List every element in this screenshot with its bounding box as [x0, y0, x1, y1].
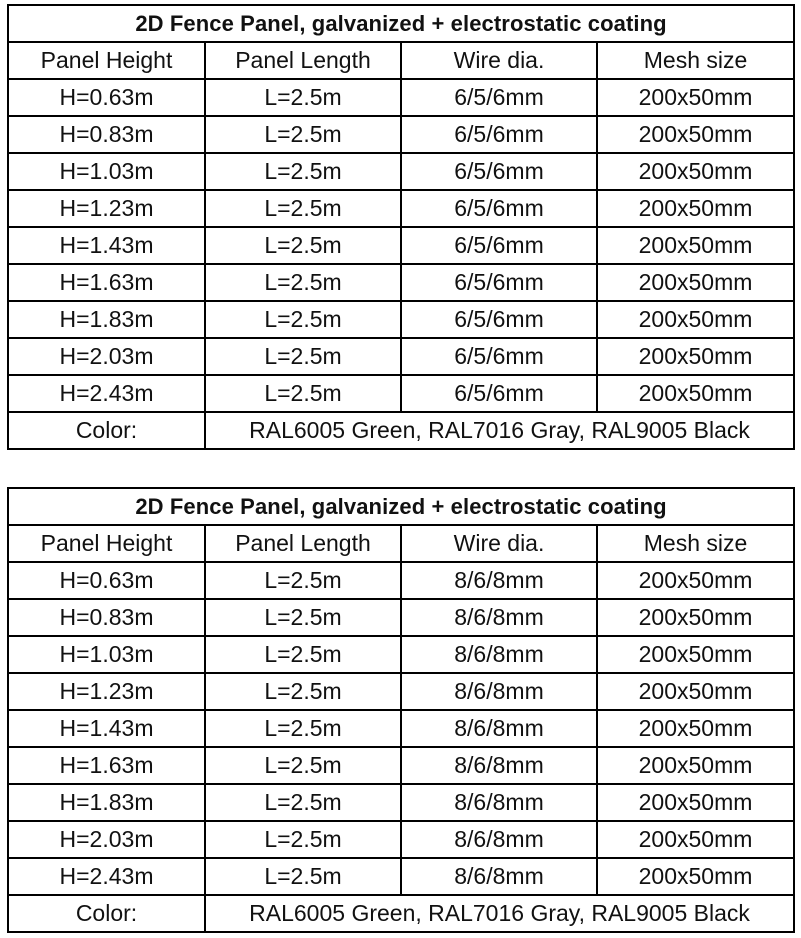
- panel-length-cell: L=2.5m: [205, 190, 401, 227]
- table-header-row: [8, 525, 794, 562]
- panel-height-cell: H=2.03m: [8, 338, 205, 375]
- panel-length-cell: L=2.5m: [205, 747, 401, 784]
- table-row: [8, 375, 794, 412]
- panel-length-cell: L=2.5m: [205, 821, 401, 858]
- table-row: [8, 821, 794, 858]
- panel-length-cell: L=2.5m: [205, 562, 401, 599]
- panel-height-cell: H=1.43m: [8, 710, 205, 747]
- wire-dia-cell: 8/6/8mm: [401, 599, 597, 636]
- panel-height-cell: H=1.03m: [8, 636, 205, 673]
- table-title-row: [8, 5, 794, 42]
- table-row: [8, 636, 794, 673]
- mesh-size-cell: 200x50mm: [597, 673, 794, 710]
- wire-dia-cell: 6/5/6mm: [401, 264, 597, 301]
- panel-length-cell: L=2.5m: [205, 116, 401, 153]
- table-title: 2D Fence Panel, galvanized + electrostatic coating: [8, 488, 794, 525]
- panel-length-cell: L=2.5m: [205, 858, 401, 895]
- fence-spec-table: [7, 4, 795, 450]
- table-row: [8, 190, 794, 227]
- panel-length-cell: L=2.5m: [205, 784, 401, 821]
- column-header-wire-dia: Wire dia.: [401, 42, 597, 79]
- table-row: [8, 116, 794, 153]
- panel-height-cell: H=2.43m: [8, 858, 205, 895]
- panel-height-cell: H=2.03m: [8, 821, 205, 858]
- panel-length-cell: L=2.5m: [205, 79, 401, 116]
- mesh-size-cell: 200x50mm: [597, 190, 794, 227]
- table-row: [8, 858, 794, 895]
- wire-dia-cell: 8/6/8mm: [401, 562, 597, 599]
- wire-dia-cell: 8/6/8mm: [401, 710, 597, 747]
- panel-height-cell: H=1.83m: [8, 301, 205, 338]
- wire-dia-cell: 6/5/6mm: [401, 375, 597, 412]
- table-title: 2D Fence Panel, galvanized + electrostatic coating: [8, 5, 794, 42]
- panel-height-cell: H=1.83m: [8, 784, 205, 821]
- fence-spec-table: [7, 487, 795, 933]
- panel-height-cell: H=1.43m: [8, 227, 205, 264]
- panel-height-cell: H=1.63m: [8, 747, 205, 784]
- wire-dia-cell: 8/6/8mm: [401, 673, 597, 710]
- mesh-size-cell: 200x50mm: [597, 858, 794, 895]
- table-row: [8, 599, 794, 636]
- color-options: RAL6005 Green, RAL7016 Gray, RAL9005 Black: [205, 895, 794, 932]
- wire-dia-cell: 6/5/6mm: [401, 153, 597, 190]
- panel-height-cell: H=2.43m: [8, 375, 205, 412]
- wire-dia-cell: 8/6/8mm: [401, 858, 597, 895]
- table-row: [8, 264, 794, 301]
- table-header-row: [8, 42, 794, 79]
- column-header-panel-height: Panel Height: [8, 525, 205, 562]
- table-title-row: [8, 488, 794, 525]
- panel-height-cell: H=0.83m: [8, 599, 205, 636]
- color-row: [8, 895, 794, 932]
- column-header-panel-height: Panel Height: [8, 42, 205, 79]
- panel-length-cell: L=2.5m: [205, 264, 401, 301]
- column-header-panel-length: Panel Length: [205, 525, 401, 562]
- wire-dia-cell: 6/5/6mm: [401, 116, 597, 153]
- color-label: Color:: [8, 895, 205, 932]
- table-row: [8, 747, 794, 784]
- mesh-size-cell: 200x50mm: [597, 599, 794, 636]
- table-row: [8, 710, 794, 747]
- panel-height-cell: H=1.23m: [8, 673, 205, 710]
- wire-dia-cell: 8/6/8mm: [401, 784, 597, 821]
- mesh-size-cell: 200x50mm: [597, 338, 794, 375]
- panel-height-cell: H=1.03m: [8, 153, 205, 190]
- mesh-size-cell: 200x50mm: [597, 747, 794, 784]
- wire-dia-cell: 6/5/6mm: [401, 338, 597, 375]
- mesh-size-cell: 200x50mm: [597, 79, 794, 116]
- mesh-size-cell: 200x50mm: [597, 375, 794, 412]
- mesh-size-cell: 200x50mm: [597, 784, 794, 821]
- table-row: [8, 227, 794, 264]
- table-row: [8, 562, 794, 599]
- mesh-size-cell: 200x50mm: [597, 264, 794, 301]
- panel-height-cell: H=0.83m: [8, 116, 205, 153]
- mesh-size-cell: 200x50mm: [597, 301, 794, 338]
- panel-length-cell: L=2.5m: [205, 153, 401, 190]
- panel-height-cell: H=1.23m: [8, 190, 205, 227]
- wire-dia-cell: 6/5/6mm: [401, 79, 597, 116]
- column-header-mesh-size: Mesh size: [597, 525, 794, 562]
- panel-length-cell: L=2.5m: [205, 301, 401, 338]
- panel-height-cell: H=0.63m: [8, 79, 205, 116]
- panel-length-cell: L=2.5m: [205, 227, 401, 264]
- panel-length-cell: L=2.5m: [205, 338, 401, 375]
- table-row: [8, 301, 794, 338]
- wire-dia-cell: 8/6/8mm: [401, 636, 597, 673]
- mesh-size-cell: 200x50mm: [597, 636, 794, 673]
- color-row: [8, 412, 794, 449]
- color-options: RAL6005 Green, RAL7016 Gray, RAL9005 Black: [205, 412, 794, 449]
- mesh-size-cell: 200x50mm: [597, 562, 794, 599]
- panel-height-cell: H=1.63m: [8, 264, 205, 301]
- color-label: Color:: [8, 412, 205, 449]
- column-header-mesh-size: Mesh size: [597, 42, 794, 79]
- panel-length-cell: L=2.5m: [205, 375, 401, 412]
- table-row: [8, 784, 794, 821]
- panel-length-cell: L=2.5m: [205, 710, 401, 747]
- table-row: [8, 153, 794, 190]
- wire-dia-cell: 6/5/6mm: [401, 301, 597, 338]
- panel-length-cell: L=2.5m: [205, 599, 401, 636]
- panel-length-cell: L=2.5m: [205, 673, 401, 710]
- wire-dia-cell: 6/5/6mm: [401, 190, 597, 227]
- mesh-size-cell: 200x50mm: [597, 227, 794, 264]
- wire-dia-cell: 8/6/8mm: [401, 821, 597, 858]
- panel-height-cell: H=0.63m: [8, 562, 205, 599]
- column-header-panel-length: Panel Length: [205, 42, 401, 79]
- table-row: [8, 673, 794, 710]
- table-row: [8, 338, 794, 375]
- panel-length-cell: L=2.5m: [205, 636, 401, 673]
- mesh-size-cell: 200x50mm: [597, 821, 794, 858]
- wire-dia-cell: 6/5/6mm: [401, 227, 597, 264]
- table-row: [8, 79, 794, 116]
- mesh-size-cell: 200x50mm: [597, 710, 794, 747]
- mesh-size-cell: 200x50mm: [597, 153, 794, 190]
- mesh-size-cell: 200x50mm: [597, 116, 794, 153]
- wire-dia-cell: 8/6/8mm: [401, 747, 597, 784]
- column-header-wire-dia: Wire dia.: [401, 525, 597, 562]
